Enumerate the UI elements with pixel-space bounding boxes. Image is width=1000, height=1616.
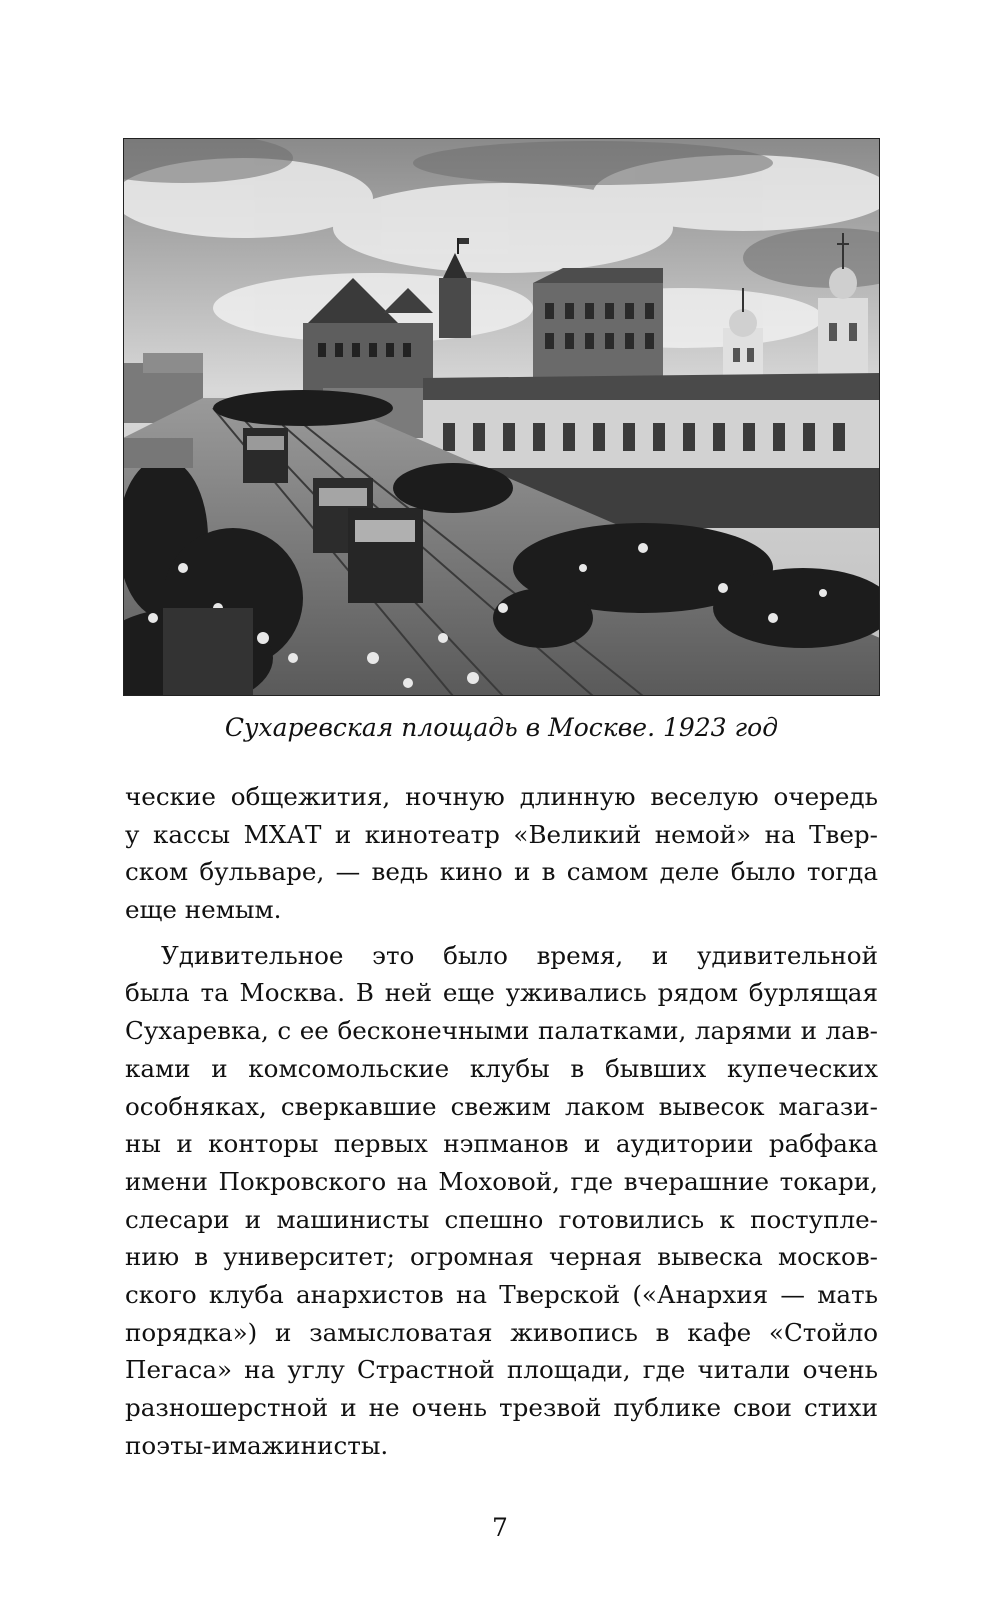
paragraph-gap	[125, 929, 878, 937]
text-line: ском бульваре, — ведь кино и в самом деле было тогда	[125, 857, 878, 887]
text-line: Пегаса» на углу Страстной площади, где читали очень	[125, 1355, 878, 1385]
text-line: Сухаревка, с ее бесконечными палатками, ларями и лав-	[125, 1016, 878, 1046]
body-text	[125, 778, 878, 1464]
text-line: ческие общежития, ночную длинную веселую очередь	[125, 782, 878, 811]
text-line: слесари и машинисты спешно готовились к поступле-	[125, 1204, 878, 1234]
text-line: особняках, сверкавшие свежим лаком вывесок магази-	[125, 1091, 878, 1121]
text-line: имени Покровского на Моховой, где вчерашние токари,	[125, 1166, 878, 1196]
text-line: ками и комсомольские клубы в бывших купеческих	[125, 1053, 878, 1083]
text-line: ны и конторы первых нэпманов и аудитории рабфака	[125, 1129, 878, 1159]
historical-photo	[123, 138, 880, 696]
text-line: еще немым.	[125, 895, 282, 925]
text-line: разношерстной и не очень трезвой публике свои стихи	[125, 1393, 878, 1422]
text-line: у кассы МХАТ и кинотеатр «Великий немой» на Твер-	[125, 819, 878, 849]
text-line: поэты-имажинисты.	[125, 1430, 389, 1460]
text-line: ского клуба анархистов на Тверской («Анархия — мать	[125, 1279, 878, 1309]
text-line: порядка») и замысловатая живопись в кафе «Стойло	[125, 1317, 878, 1347]
text-line: Удивительное это было время, и удивительной	[161, 940, 878, 970]
text-line: нию в университет; огромная черная вывеска москов-	[125, 1242, 878, 1272]
figure-caption: Сухаревская площадь в Москве. 1923 год	[224, 713, 779, 742]
page-number: 7	[492, 1513, 508, 1542]
text-line: была та Москва. В ней еще уживались рядом бурлящая	[125, 978, 878, 1008]
